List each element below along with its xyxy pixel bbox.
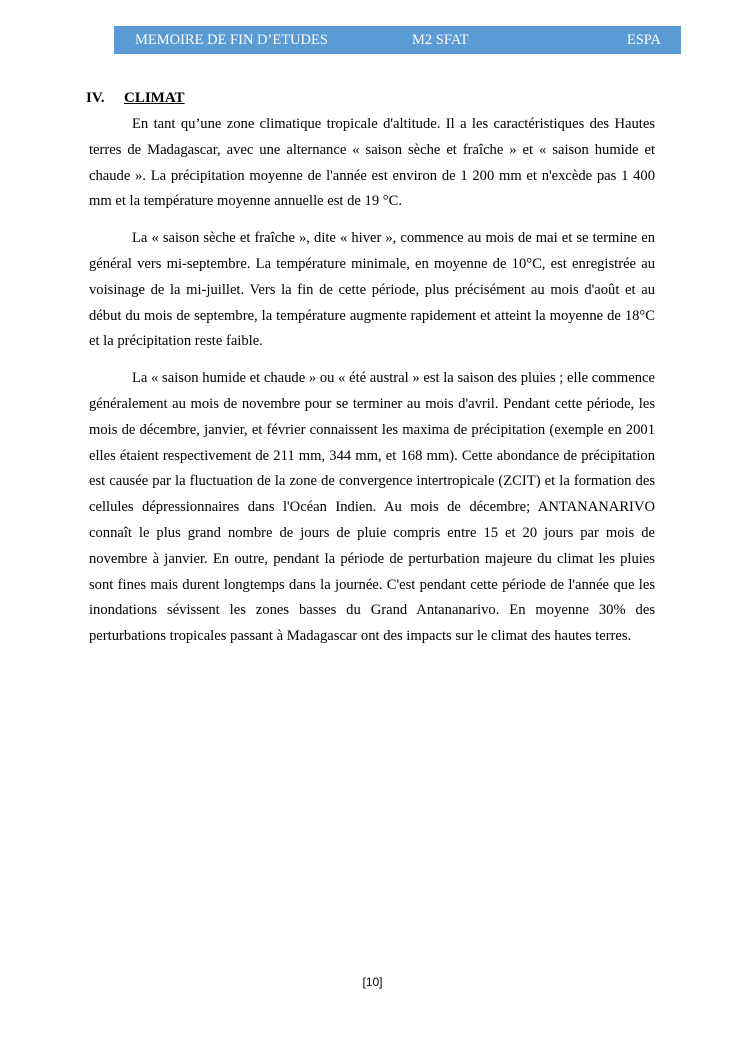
section-heading: [86, 88, 185, 108]
page-header: [114, 26, 681, 54]
page-number: [10]: [362, 975, 383, 989]
header-school-label: ESPA: [626, 32, 661, 48]
section-title: CLIMAT: [124, 90, 185, 106]
header-thesis-label: MEMOIRE DE FIN D’ETUDES: [135, 32, 328, 48]
paragraph-climate-overview: En tant qu’une zone climatique tropicale d'altitude. Il a les caractéristiques des Hautes terres de Madagascar, avec une alternance « saison sèche et fraîche » et « saison humide et chaude ». La précipitation moyenne de l'année est environ de 1 200 mm et n'excède pas 1 400 mm et la température moyenne annuelle est de 19 °C.: [89, 116, 655, 210]
header-program-label: M2 SFAT: [412, 32, 469, 48]
body-text: [89, 112, 655, 661]
paragraph-wet-season: La « saison humide et chaude » ou « été austral » est la saison des pluies ; elle commence généralement au mois de novembre pour se terminer au mois d'avril. Pendant cette période, les mois de décembre, janvier, et février connaissent les maxima de précipitation (exemple en 2001 elles étaient respectivement de 211 mm, 344 mm, et 168 mm). Cette abondance de précipitation est causée par la fluctuation de la zone de convergence intertropicale (ZCIT) et la formation des cellules dépressionnaires dans l'Océan Indien. Au mois de décembre; ANTANANARIVO connaît le plus grand nombre de jours de pluie compris entre 15 et 20 jours par mois de novembre à janvier. En outre, pendant la période de perturbation majeure du climat les pluies sont fines mais durent longtemps dans la journée. C'est pendant cette période de l'année que les inondations sévissent les zones basses du Grand Antananarivo. En moyenne 30% des perturbations tropicales passant à Madagascar ont des impacts sur le climat des hautes terres.: [89, 370, 655, 645]
paragraph-dry-season: La « saison sèche et fraîche », dite « hiver », commence au mois de mai et se termine en général vers mi-septembre. La température minimale, en moyenne de 10°C, est enregistrée au voisinage de la mi-juillet. Vers la fin de cette période, plus précisément au mois d'août et au début du mois de septembre, la température augmente rapidement et atteint la moyenne de 18°C et la précipitation reste faible.: [89, 230, 655, 350]
section-number: IV.: [86, 90, 105, 106]
